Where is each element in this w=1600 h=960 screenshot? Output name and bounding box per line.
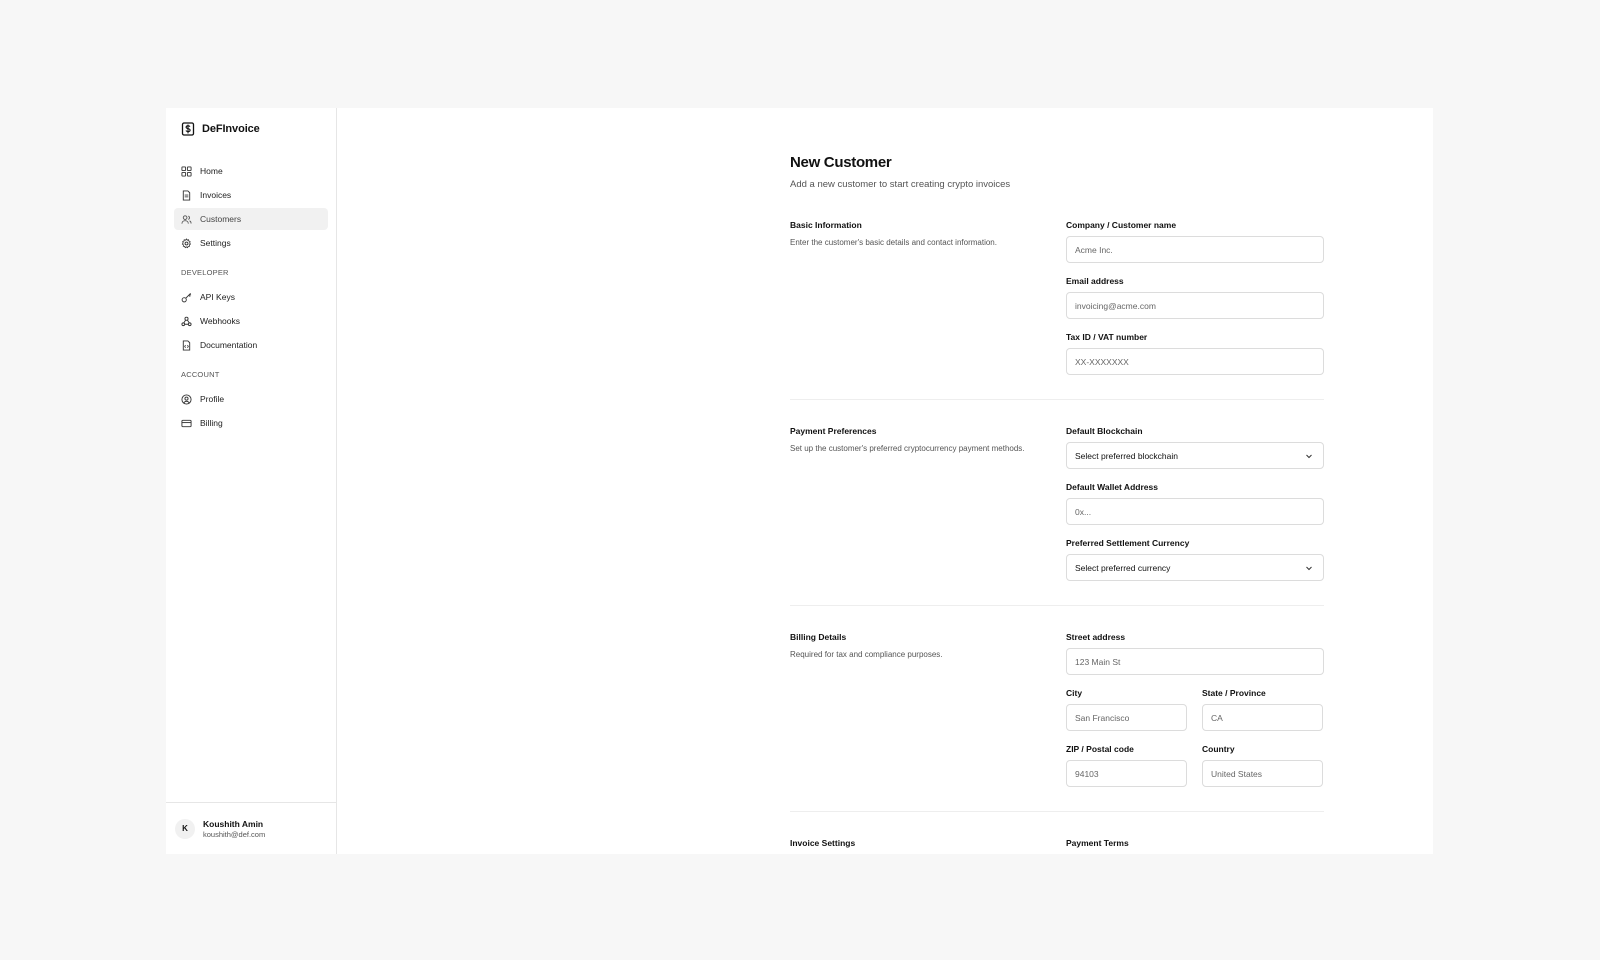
dollar-logo-icon bbox=[181, 122, 195, 136]
sidebar-item-api-keys[interactable] bbox=[174, 286, 328, 308]
country-label: Country bbox=[1202, 744, 1235, 754]
basic-information-section bbox=[790, 220, 1324, 400]
gear-icon bbox=[181, 238, 192, 249]
settlement-currency-label: Preferred Settlement Currency bbox=[1066, 538, 1190, 548]
sidebar-item-documentation[interactable] bbox=[174, 334, 328, 356]
sidebar-item-label: Webhooks bbox=[200, 316, 241, 326]
page-subtitle: Add a new customer to start creating crypto invoices bbox=[790, 179, 1011, 190]
sidebar-item-webhooks[interactable] bbox=[174, 310, 328, 332]
invoice-settings-section bbox=[790, 812, 1324, 854]
blockchain-label: Default Blockchain bbox=[1066, 426, 1143, 436]
country-input[interactable] bbox=[1202, 760, 1323, 787]
sidebar-item-customers[interactable] bbox=[174, 208, 328, 230]
city-label: City bbox=[1066, 688, 1083, 698]
section-title: Invoice Settings bbox=[790, 838, 856, 848]
key-icon bbox=[181, 292, 192, 303]
zip-label: ZIP / Postal code bbox=[1066, 744, 1134, 754]
brand[interactable] bbox=[181, 122, 260, 136]
section-title: Payment Preferences bbox=[790, 426, 877, 436]
section-description: Enter the customer's basic details and contact information. bbox=[790, 238, 997, 247]
sidebar-item-label: Invoices bbox=[200, 190, 232, 200]
sidebar-nav bbox=[174, 160, 328, 436]
sidebar-item-home[interactable] bbox=[174, 160, 328, 182]
billing-details-section bbox=[790, 606, 1324, 812]
zip-input[interactable] bbox=[1066, 760, 1187, 787]
avatar: K bbox=[175, 819, 195, 839]
wallet-address-input[interactable] bbox=[1066, 498, 1324, 525]
new-customer-form bbox=[790, 154, 1324, 854]
sidebar-item-label: Settings bbox=[200, 238, 231, 248]
sidebar-item-label: API Keys bbox=[200, 292, 235, 302]
dashboard-icon bbox=[181, 166, 192, 177]
company-name-input[interactable] bbox=[1066, 236, 1324, 263]
wallet-address-label: Default Wallet Address bbox=[1066, 482, 1158, 492]
payment-preferences-section bbox=[790, 400, 1324, 606]
tax-id-input[interactable] bbox=[1066, 348, 1324, 375]
user-name: Koushith Amin bbox=[203, 818, 264, 829]
sidebar-item-billing[interactable] bbox=[174, 412, 328, 434]
company-name-label: Company / Customer name bbox=[1066, 220, 1177, 230]
user-circle-icon bbox=[181, 394, 192, 405]
street-address-input[interactable] bbox=[1066, 648, 1324, 675]
state-input[interactable] bbox=[1202, 704, 1323, 731]
state-label: State / Province bbox=[1202, 688, 1266, 698]
credit-card-icon bbox=[181, 418, 192, 429]
sidebar-item-label: Home bbox=[200, 166, 223, 176]
document-icon bbox=[181, 190, 192, 201]
sidebar-item-label: Profile bbox=[200, 394, 225, 404]
chevron-down-icon bbox=[1305, 452, 1313, 460]
developer-section-label: DEVELOPER bbox=[181, 268, 229, 277]
section-description: Set up the customer's preferred cryptocurrency payment methods. bbox=[790, 444, 1025, 453]
sidebar-item-label: Billing bbox=[200, 418, 223, 428]
sidebar-item-settings[interactable] bbox=[174, 232, 328, 254]
user-profile[interactable] bbox=[166, 802, 336, 854]
street-address-label: Street address bbox=[1066, 632, 1126, 642]
page-title: New Customer bbox=[790, 154, 892, 171]
email-input[interactable] bbox=[1066, 292, 1324, 319]
sidebar-item-label: Documentation bbox=[200, 340, 258, 350]
chevron-down-icon bbox=[1305, 564, 1313, 572]
brand-name: DeFInvoice bbox=[202, 123, 260, 135]
sidebar-item-invoices[interactable] bbox=[174, 184, 328, 206]
account-section-label: ACCOUNT bbox=[181, 370, 220, 379]
section-title: Billing Details bbox=[790, 632, 847, 642]
main-content bbox=[337, 108, 1433, 854]
city-input[interactable] bbox=[1066, 704, 1187, 731]
webhook-icon bbox=[181, 316, 192, 327]
app-window bbox=[166, 108, 1433, 854]
currency-select-value: Select preferred currency bbox=[1075, 562, 1171, 573]
section-description: Required for tax and compliance purposes. bbox=[790, 650, 943, 659]
blockchain-select-value: Select preferred blockchain bbox=[1075, 450, 1179, 461]
sidebar bbox=[166, 108, 337, 854]
settlement-currency-select[interactable] bbox=[1066, 554, 1324, 581]
file-code-icon bbox=[181, 340, 192, 351]
section-title: Basic Information bbox=[790, 220, 862, 230]
email-label: Email address bbox=[1066, 276, 1124, 286]
user-email: koushith@def.com bbox=[203, 829, 266, 839]
users-icon bbox=[181, 214, 192, 225]
tax-id-label: Tax ID / VAT number bbox=[1066, 332, 1148, 342]
payment-terms-label: Payment Terms bbox=[1066, 838, 1129, 848]
sidebar-item-profile[interactable] bbox=[174, 388, 328, 410]
blockchain-select[interactable] bbox=[1066, 442, 1324, 469]
sidebar-item-label: Customers bbox=[200, 214, 242, 224]
